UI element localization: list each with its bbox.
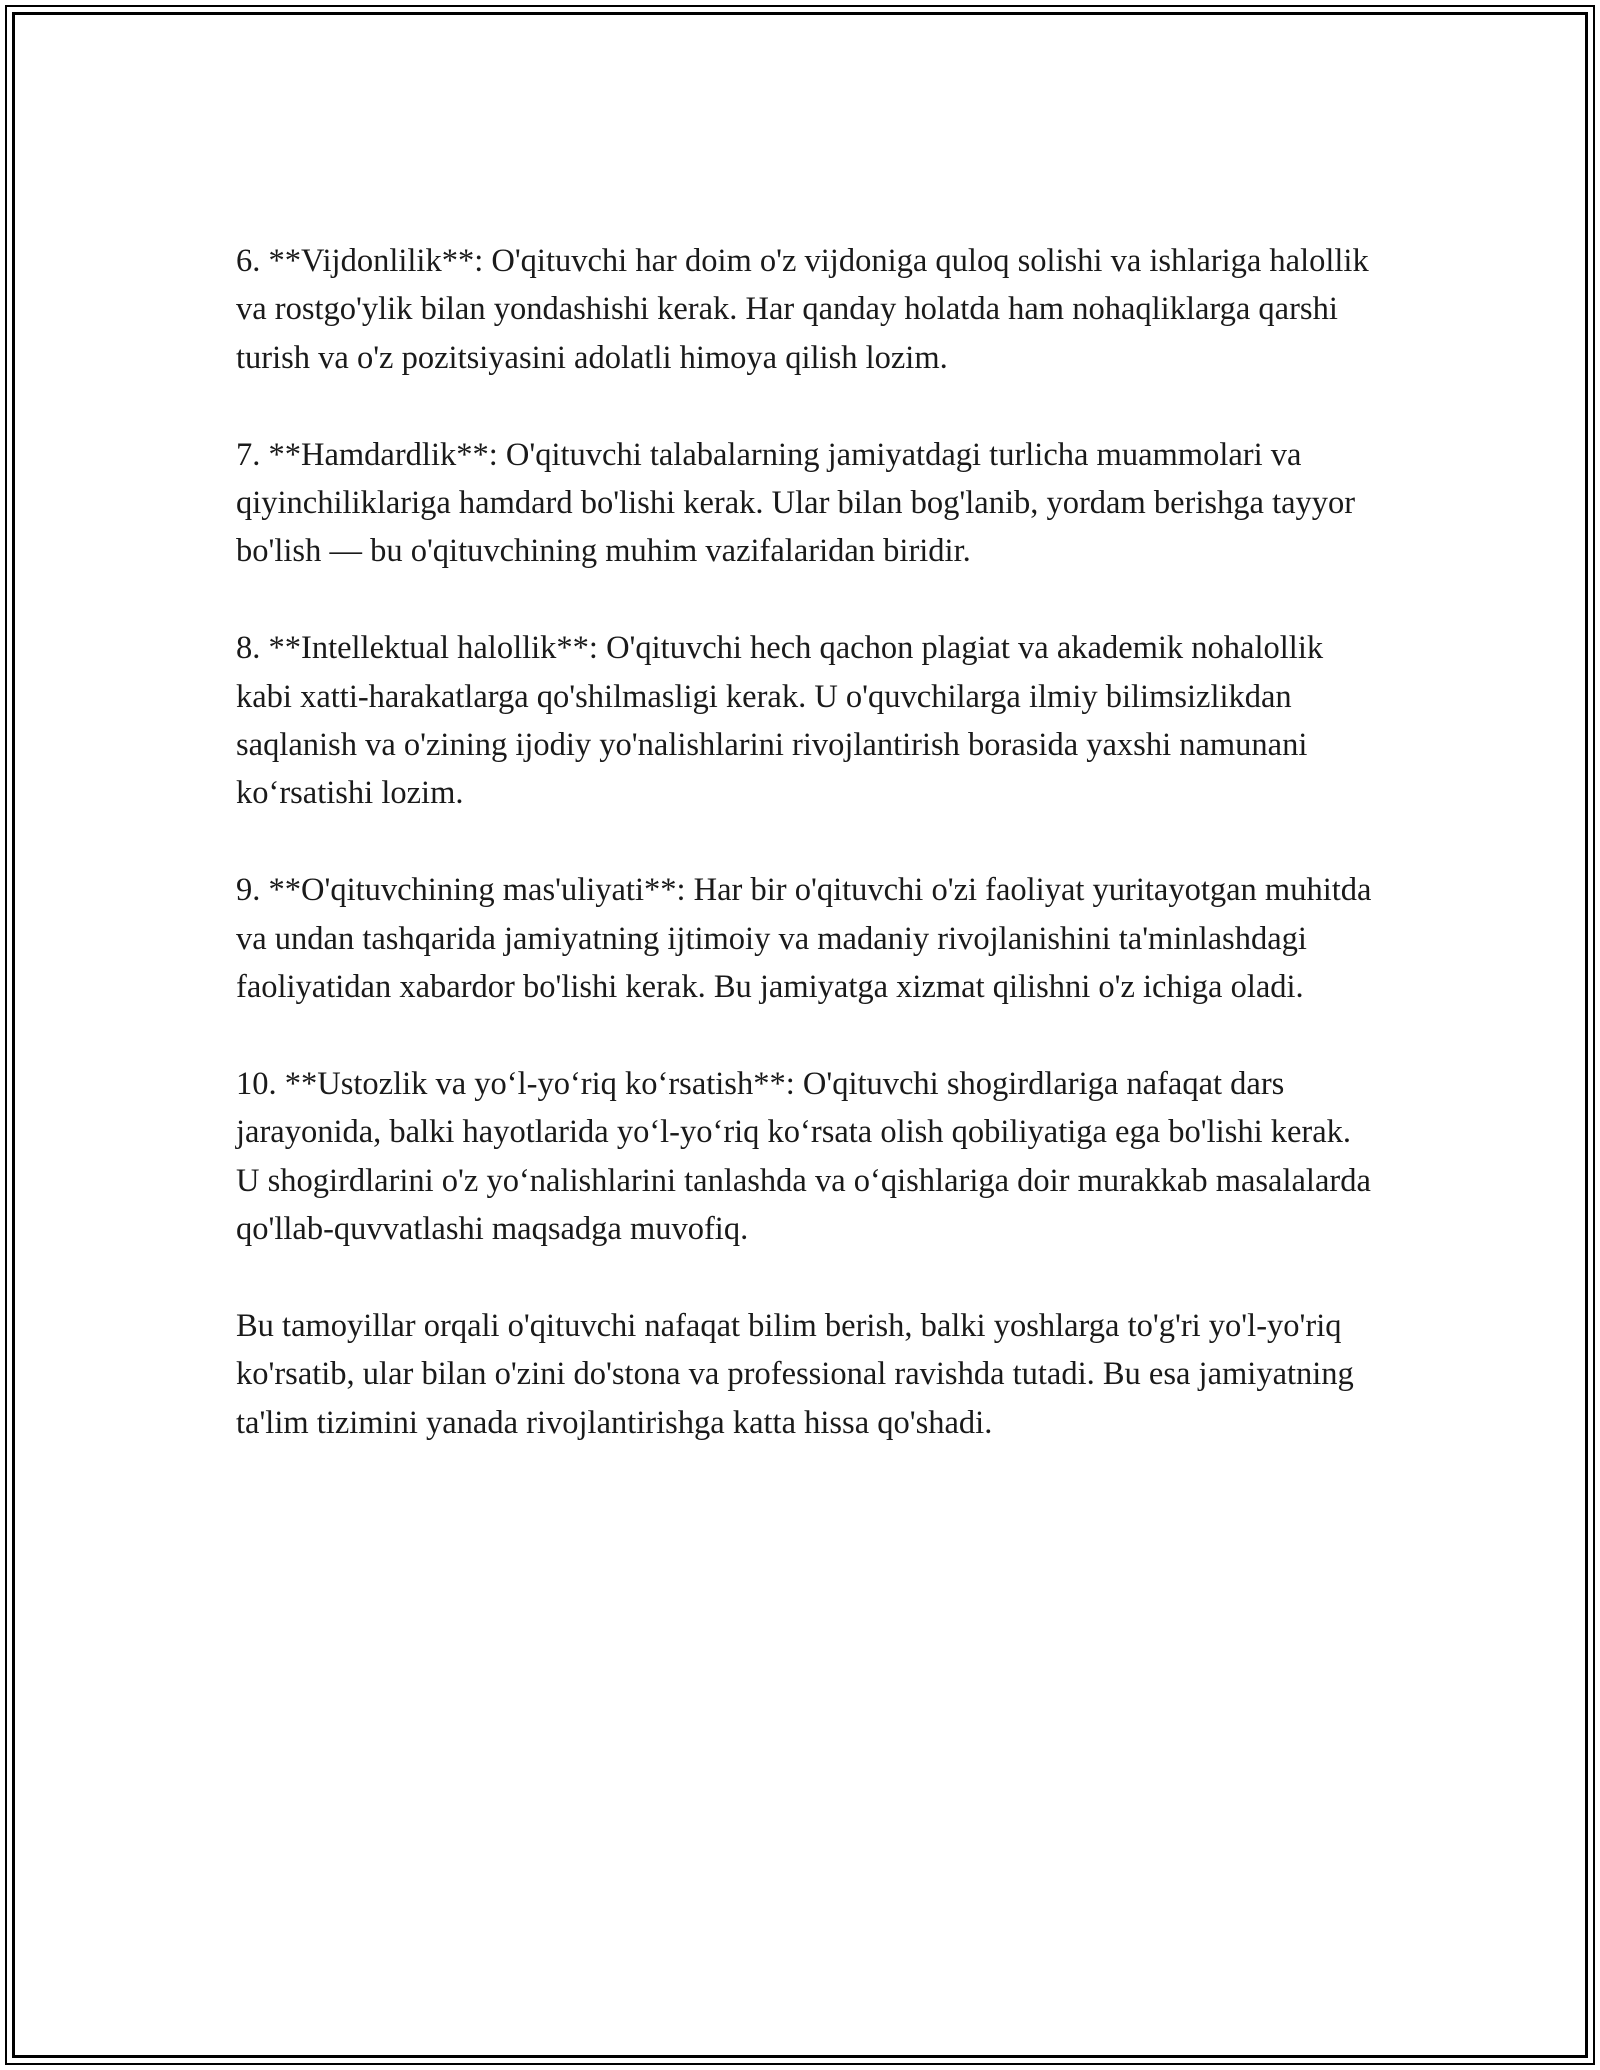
paragraph-ustozlik: 10. **Ustozlik va yo‘l-yo‘riq ko‘rsatish**: O'qituvchi shogirdlariga nafaqat dars jarayonida, balki hayotlarida yo‘l-yo‘riq ko‘rsata olish qobiliyatiga ega bo'lishi kerak. U shogirdlarini o'z yo‘nalishlarini tanlashda va o‘qishlariga doir murakkab masalalarda qo'llab-quvvatlashi maqsadga muvofiq.	[236, 1065, 1371, 1248]
paragraph-masuliyat: 9. **O'qituvchining mas'uliyati**: Har bir o'qituvchi o'zi faoliyat yuritayotgan muhitda va undan tashqarida jamiyatning ijtimoiy va madaniy rivojlanishini ta'minlashdagi faoliyatidan xabardor bo'lishi kerak. Bu jamiyatga xizmat qilishni o'z ichiga oladi.	[236, 872, 1372, 1006]
paragraph-conclusion: Bu tamoyillar orqali o'qituvchi nafaqat bilim berish, balki yoshlarga to'g'ri yo'l-yo'riq ko'rsatib, ular bilan o'zini do'stona va professional ravishda tutadi. Bu esa jamiyatning ta'lim tizimini yanada rivojlantirishga katta hissa qo'shadi.	[236, 1307, 1354, 1441]
paragraph-vijdonlilik: 6. **Vijdonlilik**: O'qituvchi har doim o'z vijdoniga quloq solishi va ishlariga halollik va rostgo'ylik bilan yondashishi kerak. Har qanday holatda ham nohaqliklarga qarshi turish va o'z pozitsiyasini adolatli himoya qilish lozim.	[236, 243, 1369, 376]
document-body	[236, 237, 1376, 1447]
paragraph-intellektual-halollik: 8. **Intellektual halollik**: O'qituvchi hech qachon plagiat va akademik nohalollik kabi xatti-harakatlarga qo'shilmasligi kerak. U o'quvchilarga ilmiy bilimsizlikdan saqlanish va o'zining ijodiy yo'nalishlarini rivojlantirish borasida yaxshi namunani ko‘rsatishi lozim.	[236, 630, 1324, 812]
paragraph-hamdardlik: 7. **Hamdardlik**: O'qituvchi talabalarning jamiyatdagi turlicha muammolari va qiyinchiliklariga hamdard bo'lishi kerak. Ular bilan bog'lanib, yordam berishga tayyor bo'lish — bu o'qituvchining muhim vazifalaridan biridir.	[236, 436, 1356, 570]
